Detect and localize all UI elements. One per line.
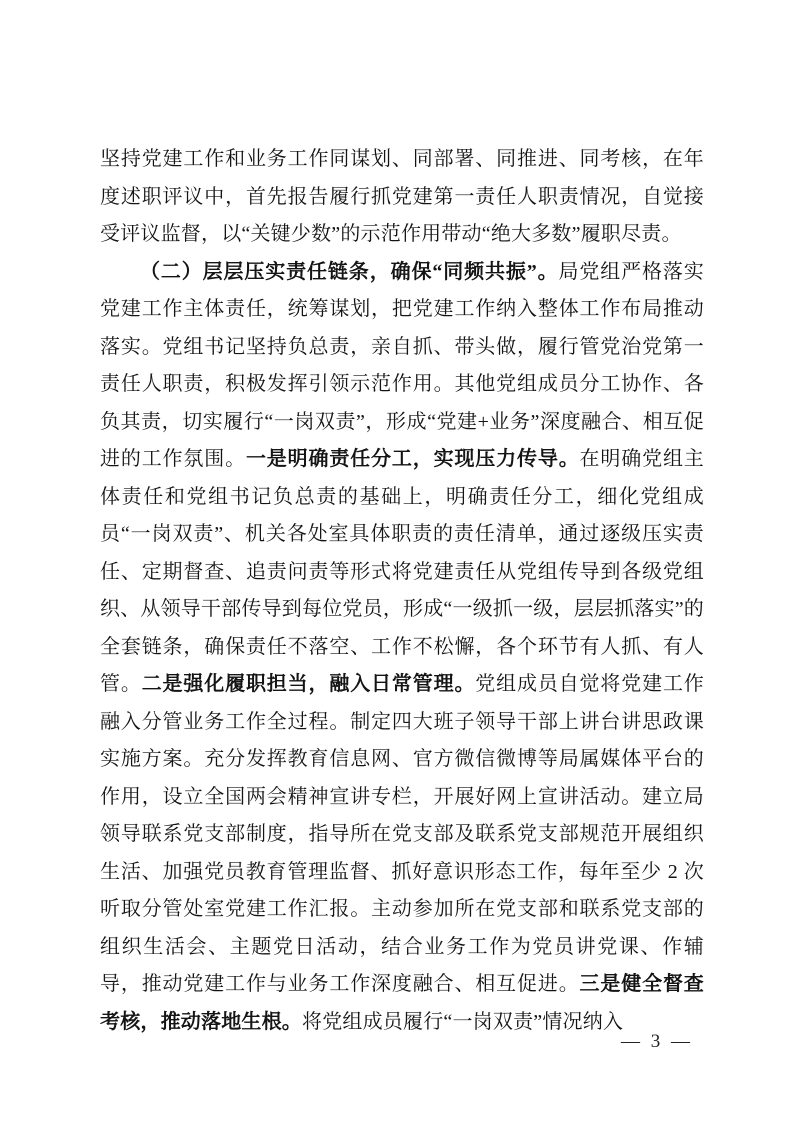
text-run: 党组成员自觉将党建工作融入分管业务工作全过程。制定四大班子领导干部上讲台讲思政课实施方案。充分发挥教育信息网、官方微信微博等局属媒体平台的作用，设立全国两会精神宣讲专栏，开展好网上宣讲活动。建立局领导联系党支部制度，指导所在党支部及联系党支部规范开展组织生活、加强党员教育管理监督、抓好意识形态工作，每年至少 2 次听取分管处室党建工作汇报。主动参加所在党支部和联系党支部的组织生活会、主题党日活动，结合业务工作为党员讲党课、作辅导，推动党建工作与业务工作深度融合、相互促进。	[100, 673, 704, 995]
paragraph	[100, 254, 704, 1042]
emphasis-run: （二）层层压实责任链条，确保“同频共振”。	[140, 260, 559, 283]
emphasis-run: 一是明确责任分工，实现压力传导。	[245, 448, 580, 470]
emphasis-run: 二是强化履职担当，融入日常管理。	[141, 673, 476, 695]
text-run: 将党组成员履行“一岗双责”情况纳入	[302, 1010, 624, 1033]
document-body	[100, 141, 704, 1041]
paragraph	[100, 141, 704, 254]
text-run: 坚持党建工作和业务工作同谋划、同部署、同推进、同考核，在年度述职评议中，首先报告履行抓党建第一责任人职责情况，自觉接受评议监督，以“关键少数”的示范作用带动“绝大多数”履职尽责。	[100, 148, 704, 245]
page-number: — 3 —	[621, 1031, 693, 1052]
text-run: 在明确党组主体责任和党组书记负总责的基础上，明确责任分工，细化党组成员“一岗双责”、机关各处室具体职责的责任清单，通过逐级压实责任、定期督查、追责问责等形式将党建责任从党组传导到各级党组织、从领导干部传导到每位党员，形成“一级抓一级，层层抓落实”的全套链条，确保责任不落空、工作不松懈，各个环节有人抓、有人管。	[100, 448, 704, 695]
text-run: 局党组严格落实党建工作主体责任，统筹谋划，把党建工作纳入整体工作布局推动落实。党组书记坚持负总责，亲自抓、带头做，履行管党治党第一责任人职责，积极发挥引领示范作用。其他党组成员分工协作、各负其责，切实履行“一岗双责”，形成“党建+业务”深度融合、相互促进的工作氛围。	[100, 260, 705, 470]
emphasis-run: 三是健全督查考核，推动落地生根。	[100, 973, 704, 1033]
